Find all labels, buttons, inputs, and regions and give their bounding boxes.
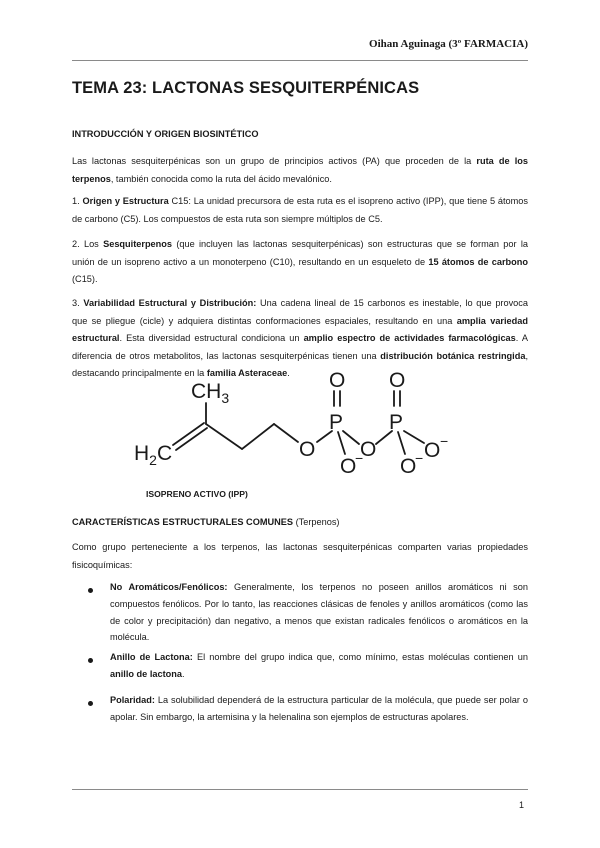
text-span: . Esta diversidad estructural condiciona un: [119, 333, 304, 344]
charge-minus-1: −: [355, 450, 364, 466]
atom-h2c: $H_2C$: [134, 442, 173, 468]
atom-ch3: $CH_3$: [191, 380, 230, 406]
bond-p1-o-bridge: [343, 431, 359, 444]
page-title: TEMA 23: LACTONAS SESQUITERPÉNICAS: [72, 79, 420, 97]
bold-span: No Aromáticos/Fenólicos:: [110, 582, 228, 592]
bond-c4-o: [274, 424, 298, 442]
bold-span: Sesquiterpenos: [103, 239, 173, 249]
text-span: , destacando principalmente en la: [72, 350, 529, 379]
atom-o-top1: O: [329, 369, 346, 392]
paragraph-characteristics-intro: Como grupo perteneciente a los terpenos, las lactonas sesquiterpénicas comparten varias propiedades fisicoquímicas:: [72, 542, 528, 570]
atom-o-top2: O: [389, 369, 406, 392]
bold-span: amplio espectro de actividades farmacológicas: [303, 333, 516, 344]
section-title-intro: INTRODUCCIÓN Y ORIGEN BIOSINTÉTICO: [72, 129, 259, 139]
bold-span: familia Asteraceae: [206, 368, 288, 379]
bold-span: amplia variedad estructural: [72, 315, 529, 344]
subscript: 2: [149, 452, 157, 468]
text-span: 3.: [72, 298, 84, 308]
footer-divider: [72, 789, 528, 790]
text-span: .: [287, 368, 290, 379]
text-span: (C15).: [72, 274, 98, 285]
bond-p1-o-minus: [338, 432, 345, 454]
atom-p1: P: [329, 411, 344, 434]
text-span: C15: La unidad precursora de esta ruta es el isopreno activo (IPP), que tiene 5 átomos de carbono (C5). Los compuestos de esta ruta son siempre múltiplos de C5.: [72, 196, 529, 224]
bullet-dot: [88, 701, 93, 706]
text-span: 2. Los: [72, 239, 104, 249]
bullet-dot: [88, 658, 93, 663]
bold-span: Anillo de Lactona:: [110, 652, 193, 662]
text-span: El nombre del grupo indica que, como mínimo, estas moléculas contienen un: [192, 652, 528, 662]
text-span: Generalmente, los terpenos no poseen anillos aromáticos ni son compuestos fenólicos. Por lo tanto, las reacciones clásicas de fenoles y anillos aromáticos (como las de color y precipitación) dan negativo, a menos que existan radicales fenólicos o aromáticos en la molécula.: [110, 582, 528, 643]
page-number: 1: [519, 800, 525, 810]
ipp-structure-diagram: [124, 368, 474, 480]
bold-span: ruta de los terpenos: [72, 156, 528, 184]
atom-o-bridge: O: [360, 438, 377, 461]
bold-span: distribución botánica restringida: [380, 350, 526, 361]
bond-c3-c4: [242, 424, 274, 449]
bold-span: Variabilidad Estructural y Distribución:: [83, 298, 257, 308]
charge-minus-2: −: [415, 450, 424, 466]
text-span: 1.: [72, 196, 83, 206]
bond-c2-c3: [206, 424, 242, 449]
section-title-main: CARACTERÍSTICAS ESTRUCTURALES COMUNES: [72, 517, 294, 527]
structure-caption: ISOPRENO ACTIVO (IPP): [146, 489, 248, 499]
bullet-dot: [88, 588, 93, 593]
paragraph-origin: [72, 193, 528, 228]
atom-o-bottom2: O: [400, 455, 417, 478]
text-span: (que incluyen las lactonas sesquiterpénicas) son estructuras que se forman por la unión de un isopreno activo a un monoterpeno (C10), resultando en un esqueleto de: [72, 239, 528, 267]
bullet-no-aromaticos: [110, 579, 528, 646]
section-title-suffix: (Terpenos): [293, 517, 340, 527]
bold-span: Polaridad:: [110, 695, 155, 705]
text-span: .: [181, 668, 185, 679]
bold-span: Origen y Estructura: [82, 196, 169, 206]
charge-minus-3: −: [440, 433, 449, 449]
atom-o-bottom1: O: [340, 455, 357, 478]
paragraph-intro: [72, 153, 528, 188]
atom-o-right: O: [424, 439, 441, 462]
bullet-anillo-lactona: [110, 649, 528, 683]
atom-o-ester: O: [299, 438, 316, 461]
text-span: , también conocida como la ruta del ácido mevalónico.: [110, 173, 332, 184]
bond-p2-o-right: [404, 431, 424, 443]
bullet-polaridad: [110, 692, 528, 726]
bold-span: anillo de lactona: [110, 668, 182, 679]
bold-span: 15 átomos de carbono: [428, 256, 528, 267]
paragraph-sesquiterpenes: [72, 236, 528, 289]
atom-p2: P: [389, 411, 404, 434]
bond-p2-o-minus: [398, 432, 405, 454]
subscript: 3: [221, 390, 230, 406]
text-span: La solubilidad dependerá de la estructura particular de la molécula, que puede ser polar o apolar. Sin embargo, la artemisina y la helenalina son ejemplos de estructuras apolares.: [110, 695, 528, 722]
header-divider: [72, 60, 528, 61]
text-span: Una cadena lineal de 15 carbonos es inestable, lo que provoca que se pliegue (cicle) y adquiera distintas conformaciones espaciales, resultando en una: [72, 298, 528, 326]
text-span: . A diferencia de otros metabolitos, las lactonas sesquiterpénicas tienen una: [72, 333, 528, 361]
header-author: Oihan Aguinaga (3º FARMACIA): [369, 38, 528, 50]
section-title-characteristics: [72, 517, 340, 527]
text-span: Las lactonas sesquiterpénicas son un grupo de principios activos (PA) que proceden de la: [72, 156, 477, 166]
